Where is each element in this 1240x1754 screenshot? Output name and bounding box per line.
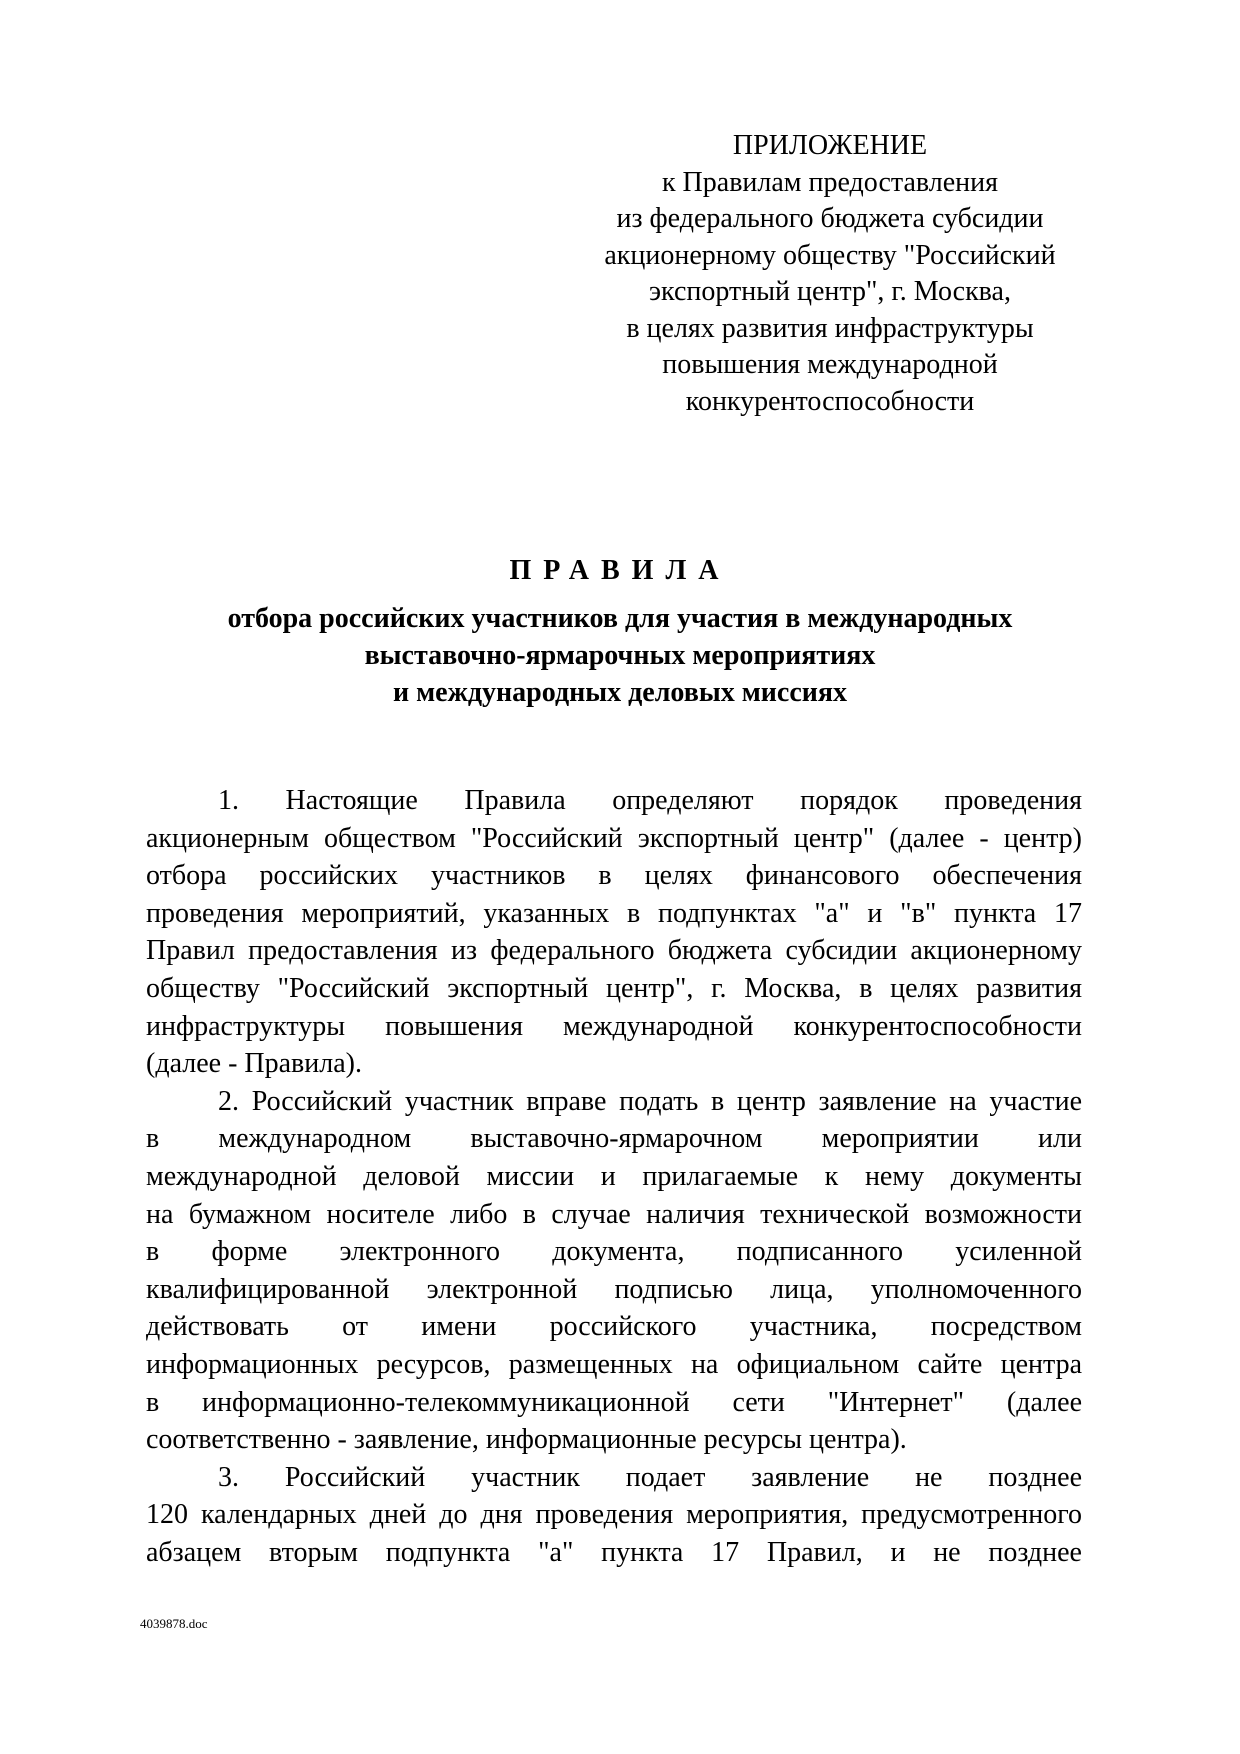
text-line: отбора российских участников в целях финансового обеспечения [146,860,1082,892]
text-line: абзацем вторым подпункта "а" пункта 17 Правил, и не позднее [146,1536,1082,1568]
text-line: инфраструктуры повышения международной конкурентоспособности [146,1010,1082,1042]
document-body [146,782,1082,1571]
paragraph-2 [146,1083,1082,1459]
rules-subtitle [140,600,1100,711]
text-line: Правил предоставления из федерального бюджета субсидии акционерному [146,935,1082,967]
text-line: на бумажном носителе либо в случае наличия технической возможности [146,1198,1082,1230]
text-line: соответственно - заявление, информационные ресурсы центра). [146,1424,907,1456]
rules-title: ПРАВИЛА [509,555,731,586]
appendix-line: из федерального бюджета субсидии [616,203,1044,234]
text-line: акционерным обществом "Российский экспортный центр" (далее - центр) [146,822,1082,854]
text-line: в форме электронного документа, подписанного усиленной [146,1236,1082,1268]
text-line: действовать от имени российского участника, посредством [146,1311,1082,1343]
appendix-line: экспортный центр", г. Москва, [649,276,1011,307]
paragraph-3 [146,1459,1082,1572]
text-line: проведения мероприятий, указанных в подпунктах "а" и "в" пункта 17 [146,897,1082,929]
appendix-line: к Правилам предоставления [661,166,999,198]
paragraph-1 [146,782,1082,1083]
footer-doc-id: 4039878.doc [140,1616,208,1631]
rules-subtitle-line: отбора российских участников для участия в международных [227,603,1013,634]
rules-subtitle-line: и международных деловых миссиях [392,677,848,708]
appendix-line: в целях развития инфраструктуры [626,312,1034,344]
text-line: обществу "Российский экспортный центр", г. Москва, в целях развития [146,972,1082,1004]
appendix-block [560,128,1100,420]
appendix-heading: ПРИЛОЖЕНИЕ [732,130,928,161]
appendix-line: повышения международной [662,349,998,380]
text-line: информационных ресурсов, размещенных на официальном сайте центра [146,1348,1082,1380]
appendix-line: конкурентоспособности [685,385,975,417]
text-line: 3. Российский участник подает заявление не позднее [218,1461,1082,1493]
rules-subtitle-line: выставочно-ярмарочных мероприятиях [364,640,876,671]
text-line: международной деловой миссии и прилагаемые к нему документы [146,1160,1082,1192]
text-line: 2. Российский участник вправе подать в центр заявление на участие [218,1085,1082,1117]
text-line: в международном выставочно-ярмарочном мероприятии или [146,1123,1082,1155]
text-line: 120 календарных дней до дня проведения мероприятия, предусмотренного [146,1499,1082,1531]
text-line: в информационно-телекоммуникационной сети "Интернет" (далее [146,1386,1082,1418]
appendix-line: акционерному обществу "Российский [604,239,1056,271]
text-line: (далее - Правила). [146,1048,362,1080]
text-line: 1. Настоящие Правила определяют порядок проведения [218,785,1082,816]
text-line: квалифицированной электронной подписью лица, уполномоченного [146,1273,1082,1305]
